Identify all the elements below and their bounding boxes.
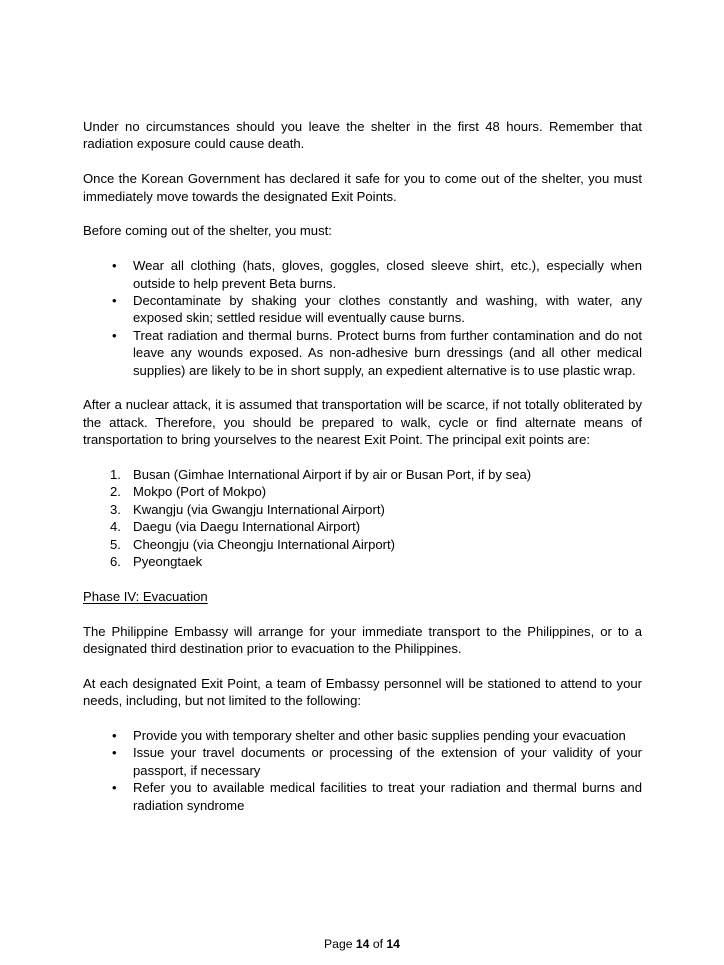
list-item xyxy=(83,553,642,570)
paragraph-spacer xyxy=(83,379,642,396)
paragraph-transportation-scarce: After a nuclear attack, it is assumed that transportation will be scarce, if not totally obliterated by the attack. Therefore, you should be prepared to walk, cycle or find alternate means of transportation to bring yourselves to the nearest Exit Point. The principal exit points are: xyxy=(83,397,642,448)
list-item xyxy=(83,779,642,814)
list-item xyxy=(83,518,642,535)
paragraph-spacer xyxy=(83,205,642,222)
list-item-text: Mokpo (Port of Mokpo) xyxy=(133,484,267,500)
list-item xyxy=(83,727,642,744)
page-content xyxy=(83,118,642,814)
page-title: Phase IV: Evacuation xyxy=(83,588,208,604)
exit-points-list xyxy=(83,466,642,570)
list-item xyxy=(83,327,642,379)
list-marker: 4. xyxy=(110,519,121,535)
list-marker: 1. xyxy=(110,467,121,483)
paragraph-embassy-transport: The Philippine Embassy will arrange for your immediate transport to the Philippines, or to a designated third destination prior to evacuation to the Philippines. xyxy=(83,623,642,657)
section-heading-row xyxy=(83,588,642,605)
list-item-text: Pyeongtaek xyxy=(133,554,203,570)
list-marker: 6. xyxy=(110,554,121,570)
footer-total-pages: 14 xyxy=(386,937,400,951)
bullet-icon: • xyxy=(112,293,117,309)
list-item xyxy=(83,257,642,292)
paragraph-shelter-48-hours: Under no circumstances should you leave the shelter in the first 48 hours. Remember that radiation exposure could cause death. xyxy=(83,119,642,152)
page-footer xyxy=(0,937,724,952)
list-item-text: Wear all clothing (hats, gloves, goggles, closed sleeve shirt, etc.), especially when outside to help prevent Beta burns. xyxy=(133,258,642,291)
footer-page-of: of xyxy=(372,937,384,951)
paragraph-exit-point-team: At each designated Exit Point, a team of Embassy personnel will be stationed to attend to your needs, including, but not limited to the following: xyxy=(83,675,642,709)
list-item xyxy=(83,501,642,518)
shelter-exit-bullet-list xyxy=(83,257,642,379)
list-item xyxy=(83,483,642,500)
list-item-text: Provide you with temporary shelter and other basic supplies pending your evacuation xyxy=(133,728,626,744)
list-item xyxy=(83,466,642,483)
bullet-icon: • xyxy=(112,327,117,343)
list-marker: 2. xyxy=(110,484,121,500)
list-item-text: Refer you to available medical facilities to treat your radiation and thermal burns and radiation syndrome xyxy=(133,780,642,813)
paragraph-spacer xyxy=(83,153,642,170)
list-item xyxy=(83,744,642,779)
bullet-icon: • xyxy=(112,780,117,796)
list-item-text: Kwangju (via Gwangju International Airport) xyxy=(133,501,385,517)
bullet-icon: • xyxy=(112,728,117,744)
list-marker: 3. xyxy=(110,501,121,517)
embassy-services-bullet-list xyxy=(83,727,642,814)
footer-page-prefix: Page xyxy=(324,937,353,951)
list-spacer xyxy=(83,449,642,466)
list-item-text: Issue your travel documents or processing of the extension of your validity of your passport, if necessary xyxy=(133,745,642,778)
list-item xyxy=(83,292,642,327)
paragraph-korean-government-declaration: Once the Korean Government has declared it safe for you to come out of the shelter, you must immediately move towards the designated Exit Points. xyxy=(83,171,642,204)
list-item-text: Decontaminate by shaking your clothes constantly and washing, with water, any exposed skin; settled residue will eventually cause burns. xyxy=(133,293,642,326)
list-marker: 5. xyxy=(110,536,121,552)
paragraph-before-coming-out: Before coming out of the shelter, you must: xyxy=(83,223,332,239)
list-spacer xyxy=(83,240,642,257)
bullet-icon: • xyxy=(112,258,117,274)
footer-current-page: 14 xyxy=(355,937,370,951)
paragraph-spacer xyxy=(83,657,642,674)
list-item xyxy=(83,536,642,553)
list-item-text: Cheongju (via Cheongju International Airport) xyxy=(133,536,396,552)
bullet-icon: • xyxy=(112,745,117,761)
list-item-text: Treat radiation and thermal burns. Protect burns from further contamination and do not leave any wounds exposed. As non-adhesive burn dressings (and all other medical supplies) are likely to be in short supply, an expedient alternative is to use plastic wrap. xyxy=(133,327,642,378)
list-spacer xyxy=(83,710,642,727)
list-item-text: Daegu (via Daegu International Airport) xyxy=(133,519,361,535)
paragraph-spacer xyxy=(83,605,642,622)
list-item-text: Busan (Gimhae International Airport if by air or Busan Port, if by sea) xyxy=(133,467,532,483)
heading-spacer xyxy=(83,570,642,587)
